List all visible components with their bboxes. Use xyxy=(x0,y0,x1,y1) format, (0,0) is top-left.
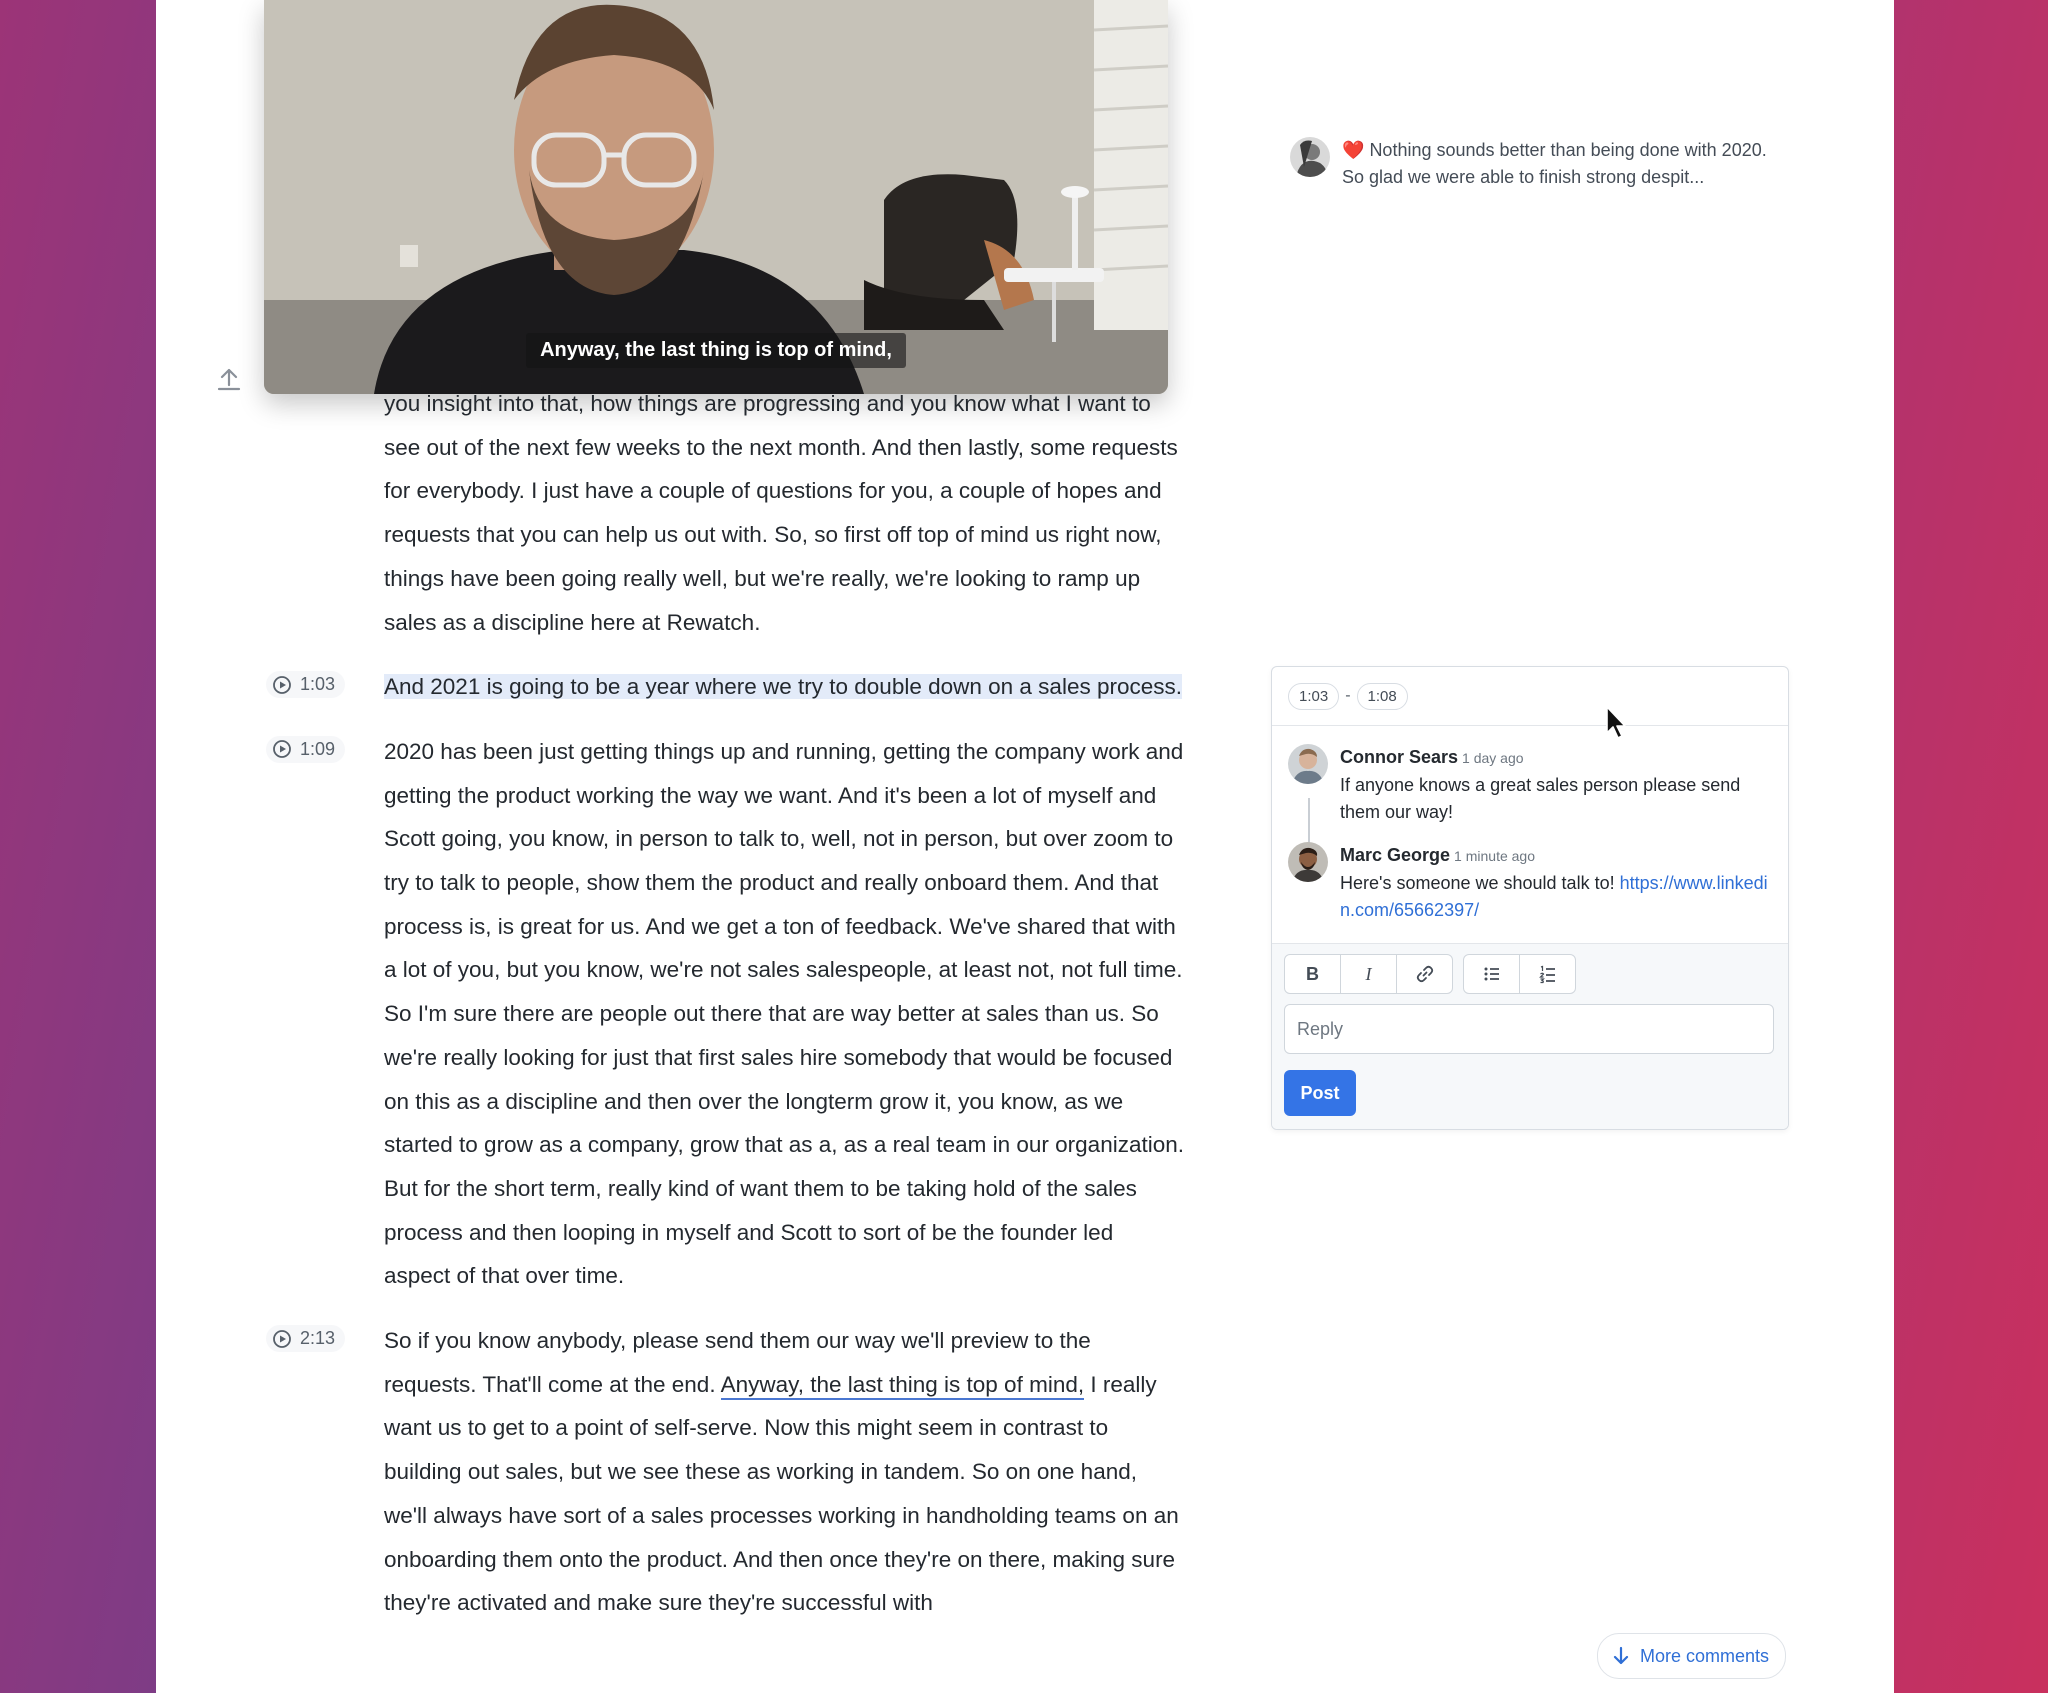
avatar xyxy=(1288,842,1328,882)
bulleted-list-icon xyxy=(1482,964,1502,984)
comment-body xyxy=(1340,744,1772,826)
avatar xyxy=(1288,744,1328,784)
transcript-text[interactable]: 2020 has been just getting things up and running, getting the company work and getting the product working the way we want. And it's been a lot of myself and Scott going, you know, in person to talk to, well, not in person, but over zoom to try to talk to people, show them the product and really onboard them. And that process is, is great for us. And we get a ton of feedback. We've shared that with a lot of you, but you know, we're not sales salespeople, at least not, not full time. So I'm sure there are people out there that are way better at sales than us. So we're really looking for just that first sales hire somebody that would be focused on this as a discipline and then over the longterm grow it, you know, as we started to grow as a company, grow that as a, as a real team in our organization. But for the short term, really kind of want them to be taking hold of the sales process and then looping in myself and Scott to sort of be the founder led aspect of that over time. xyxy=(384,738,1185,1289)
transcript-paragraph xyxy=(384,382,1184,644)
timestamp-button[interactable] xyxy=(266,1325,345,1352)
play-circle-icon xyxy=(272,1329,292,1349)
more-comments-button[interactable] xyxy=(1597,1633,1786,1679)
transcript-text-after: I really want us to get to a point of self-serve. Now this might seem in contrast to building out sales, but we see these as working in tandem. So on one hand, we'll always have sort of a sales processes working in handholding teams on an onboarding them onto the product. And then once they're on there, making sure they're activated and make sure they're successful with xyxy=(384,1371,1179,1616)
current-spoken-text[interactable]: Anyway, the last thing is top of mind, xyxy=(721,1372,1085,1400)
comment xyxy=(1288,842,1772,924)
link-icon xyxy=(1415,964,1435,984)
arrow-down-icon xyxy=(1612,1646,1630,1666)
play-circle-icon xyxy=(272,675,292,695)
timestamp-button[interactable] xyxy=(266,736,345,763)
bold-button[interactable] xyxy=(1285,955,1341,993)
timestamp-button[interactable] xyxy=(266,671,345,698)
heart-icon: ❤️ xyxy=(1342,140,1365,160)
comment-time: 1 day ago xyxy=(1462,750,1524,766)
play-circle-icon xyxy=(272,739,292,759)
range-separator: - xyxy=(1345,687,1351,704)
transcript-paragraph xyxy=(300,665,1184,709)
comment-preview[interactable] xyxy=(1290,137,1790,191)
highlighted-text[interactable]: And 2021 is going to be a year where we try to double down on a sales process. xyxy=(384,674,1182,700)
reply-editor xyxy=(1272,943,1788,1129)
comment-thread xyxy=(1272,726,1788,920)
range-start-chip[interactable]: 1:03 xyxy=(1288,683,1339,710)
video-caption xyxy=(264,333,1168,368)
transcript-text: you insight into that, how things are progressing and you know what I want to see out of the next few weeks to the next month. And then lastly, some requests for everybody. I just have a couple of questions for you, a couple of hopes and requests that you can help us out with. So, so first off top of mind us right now, things have been going really well, but we're really, we're looking to ramp up sales as a discipline here at Rewatch. xyxy=(384,391,1178,635)
reply-input[interactable] xyxy=(1284,1004,1774,1054)
comment-text: Here's someone we should talk to! xyxy=(1340,873,1620,893)
video-caption-text: Anyway, the last thing is top of mind, xyxy=(526,333,906,368)
comment-preview-text xyxy=(1342,137,1790,191)
avatar xyxy=(1290,137,1330,177)
more-comments-label: More comments xyxy=(1640,1645,1770,1666)
page xyxy=(156,0,1894,1693)
comment xyxy=(1288,744,1772,826)
timestamp-label: 1:03 xyxy=(300,674,336,695)
post-button[interactable]: Post xyxy=(1284,1070,1356,1116)
italic-button[interactable] xyxy=(1341,955,1397,993)
link-button[interactable] xyxy=(1397,955,1452,993)
video-player[interactable] xyxy=(264,0,1168,394)
transcript-paragraph xyxy=(300,1319,1184,1625)
comment-body xyxy=(1340,842,1772,924)
timestamp-label: 1:09 xyxy=(300,738,336,759)
comment-thread-card xyxy=(1271,666,1789,1130)
format-toolbar xyxy=(1284,954,1576,994)
transcript-text[interactable] xyxy=(384,1319,1184,1625)
mouse-cursor-icon xyxy=(1605,705,1631,741)
share-icon[interactable] xyxy=(216,366,242,392)
bulleted-list-button[interactable] xyxy=(1464,955,1520,993)
time-range xyxy=(1272,667,1788,726)
bold-icon: B xyxy=(1306,963,1319,984)
timestamp-label: 2:13 xyxy=(300,1328,336,1349)
comment-author[interactable]: Marc George xyxy=(1340,845,1451,865)
range-end-chip[interactable]: 1:08 xyxy=(1357,683,1408,710)
list-format-group xyxy=(1463,954,1576,994)
transcript-text[interactable] xyxy=(384,665,1184,709)
transcript-paragraph xyxy=(300,730,1185,1298)
comment-preview-body: Nothing sounds better than being done with 2020. So glad we were able to finish strong despit... xyxy=(1342,140,1767,187)
transcript-text-before: So if you know anybody, please send them our way we'll preview to the requests. That'll come at the end. xyxy=(384,1328,1091,1397)
comment-time: 1 minute ago xyxy=(1454,848,1535,864)
comment-text: If anyone knows a great sales person please send them our way! xyxy=(1340,775,1741,822)
italic-icon: I xyxy=(1365,963,1372,984)
numbered-list-button[interactable] xyxy=(1520,955,1575,993)
transcript xyxy=(300,382,1185,1625)
comment-author[interactable]: Connor Sears xyxy=(1340,747,1459,767)
numbered-list-icon xyxy=(1538,964,1558,984)
comment-link[interactable]: https://www.linkedin.com/65662397/ xyxy=(1340,873,1768,920)
text-format-group xyxy=(1284,954,1453,994)
